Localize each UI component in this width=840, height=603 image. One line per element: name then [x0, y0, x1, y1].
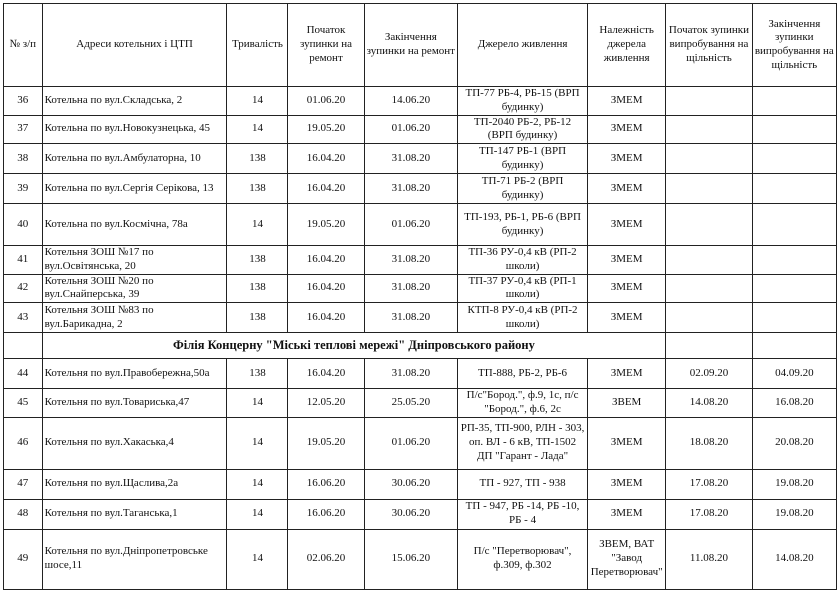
table-row	[4, 174, 837, 204]
row-stop-start: 12.05.20	[288, 389, 364, 418]
section-title: Філія Концерну "Міські теплові мережі" Дніпровського району	[42, 333, 666, 359]
row-test-end: 16.08.20	[752, 389, 836, 418]
header-source: Джерело живлення	[458, 4, 588, 87]
row-source: ТП-193, РБ-1, РБ-6 (ВРП будинку)	[458, 204, 588, 246]
row-owner: ЗМЕМ	[588, 274, 666, 303]
row-test-start: 17.08.20	[666, 469, 752, 499]
header-test-end: Закінчення зупинки випробування на щільність	[752, 4, 836, 87]
section-spacer-test-start	[666, 333, 752, 359]
row-test-end	[752, 144, 836, 174]
row-stop-end: 25.05.20	[364, 389, 457, 418]
row-owner: ЗМЕМ	[588, 499, 666, 529]
row-test-start: 02.09.20	[666, 359, 752, 389]
row-test-end: 14.08.20	[752, 529, 836, 589]
row-test-start	[666, 144, 752, 174]
row-number: 47	[4, 469, 43, 499]
row-source: ТП-37 РУ-0,4 кВ (РП-1 школи)	[458, 274, 588, 303]
header-owner: Належність джерела живлення	[588, 4, 666, 87]
row-address: Котельня по вул.Щаслива,2а	[42, 469, 227, 499]
row-owner: ЗМЕМ	[588, 246, 666, 275]
row-duration: 14	[227, 204, 288, 246]
row-owner: ЗМЕМ	[588, 87, 666, 116]
row-address: Котельня ЗОШ №83 по вул.Барикадна, 2	[42, 303, 227, 333]
row-test-start	[666, 115, 752, 144]
row-source: П/с"Бород.", ф.9, 1с, п/с "Бород.", ф.6, 2с	[458, 389, 588, 418]
table-row	[4, 303, 837, 333]
row-address: Котельна по вул.Складська, 2	[42, 87, 227, 116]
row-stop-start: 01.06.20	[288, 87, 364, 116]
row-duration: 138	[227, 274, 288, 303]
table-row	[4, 144, 837, 174]
table-row	[4, 417, 837, 469]
row-stop-start: 16.04.20	[288, 144, 364, 174]
table-row	[4, 389, 837, 418]
row-source: ТП-71 РБ-2 (ВРП будинку)	[458, 174, 588, 204]
row-test-end	[752, 246, 836, 275]
row-owner: ЗМЕМ	[588, 174, 666, 204]
table-row	[4, 529, 837, 589]
row-source: ТП-77 РБ-4, РБ-15 (ВРП будинку)	[458, 87, 588, 116]
row-duration: 14	[227, 115, 288, 144]
row-stop-end: 01.06.20	[364, 417, 457, 469]
header-num: № з/п	[4, 4, 43, 87]
row-number: 39	[4, 174, 43, 204]
row-source: ТП-36 РУ-0,4 кВ (РП-2 школи)	[458, 246, 588, 275]
header-row	[4, 4, 837, 87]
table-row	[4, 87, 837, 116]
row-test-start: 18.08.20	[666, 417, 752, 469]
row-test-end: 20.08.20	[752, 417, 836, 469]
table-row	[4, 469, 837, 499]
row-duration: 138	[227, 174, 288, 204]
row-source: ТП-888, РБ-2, РБ-6	[458, 359, 588, 389]
row-stop-start: 02.06.20	[288, 529, 364, 589]
row-test-end	[752, 204, 836, 246]
row-test-end: 19.08.20	[752, 469, 836, 499]
header-duration: Тривалість	[227, 4, 288, 87]
row-test-start	[666, 174, 752, 204]
row-test-end	[752, 174, 836, 204]
table-row	[4, 499, 837, 529]
row-source: П/с "Перетворювач", ф.309, ф.302	[458, 529, 588, 589]
row-number: 49	[4, 529, 43, 589]
header-address: Адреси котельних і ЦТП	[42, 4, 227, 87]
row-source: ТП - 947, РБ -14, РБ -10, РБ - 4	[458, 499, 588, 529]
row-test-end	[752, 274, 836, 303]
row-source: ТП-147 РБ-1 (ВРП будинку)	[458, 144, 588, 174]
row-stop-end: 01.06.20	[364, 115, 457, 144]
row-owner: ЗМЕМ	[588, 204, 666, 246]
row-stop-end: 31.08.20	[364, 144, 457, 174]
row-number: 44	[4, 359, 43, 389]
row-address: Котельня ЗОШ №17 по вул.Освітянська, 20	[42, 246, 227, 275]
row-duration: 14	[227, 389, 288, 418]
header-test-start: Початок зупинки випробування на щільність	[666, 4, 752, 87]
row-stop-end: 15.06.20	[364, 529, 457, 589]
table-body-a	[4, 87, 837, 333]
row-duration: 14	[227, 529, 288, 589]
row-number: 46	[4, 417, 43, 469]
row-duration: 14	[227, 469, 288, 499]
row-owner: ЗМЕМ	[588, 144, 666, 174]
table-row	[4, 359, 837, 389]
row-stop-start: 16.04.20	[288, 246, 364, 275]
row-owner: ЗМЕМ	[588, 417, 666, 469]
row-address: Котельна по вул.Амбулаторна, 10	[42, 144, 227, 174]
row-address: Котельна по вул.Космічна, 78а	[42, 204, 227, 246]
row-stop-end: 31.08.20	[364, 303, 457, 333]
header-stop-start: Початок зупинки на ремонт	[288, 4, 364, 87]
row-duration: 138	[227, 246, 288, 275]
row-stop-end: 30.06.20	[364, 499, 457, 529]
section-spacer-test-end	[752, 333, 836, 359]
table-row	[4, 246, 837, 275]
row-test-start: 11.08.20	[666, 529, 752, 589]
row-source: КТП-8 РУ-0,4 кВ (РП-2 школи)	[458, 303, 588, 333]
row-owner: ЗМЕМ	[588, 115, 666, 144]
repair-schedule-table	[3, 3, 837, 590]
row-stop-end: 01.06.20	[364, 204, 457, 246]
row-address: Котельня по вул.Таганська,1	[42, 499, 227, 529]
section-spacer	[4, 333, 43, 359]
row-duration: 14	[227, 499, 288, 529]
table-row	[4, 204, 837, 246]
row-test-start	[666, 204, 752, 246]
row-owner: ЗМЕМ	[588, 469, 666, 499]
header-stop-end: Закінчення зупинки на ремонт	[364, 4, 457, 87]
row-address: Котельня по вул.Товариська,47	[42, 389, 227, 418]
row-number: 43	[4, 303, 43, 333]
row-test-end	[752, 303, 836, 333]
row-address: Котельня по вул.Правобережна,50а	[42, 359, 227, 389]
row-address: Котельна по вул.Сергія Серікова, 13	[42, 174, 227, 204]
row-address: Котельня ЗОШ №20 по вул.Снайперська, 39	[42, 274, 227, 303]
row-test-start	[666, 246, 752, 275]
row-duration: 138	[227, 144, 288, 174]
row-stop-end: 31.08.20	[364, 246, 457, 275]
row-number: 38	[4, 144, 43, 174]
row-number: 48	[4, 499, 43, 529]
row-duration: 14	[227, 87, 288, 116]
row-stop-start: 16.04.20	[288, 303, 364, 333]
row-stop-end: 14.06.20	[364, 87, 457, 116]
row-duration: 14	[227, 417, 288, 469]
row-address: Котельна по вул.Новокузнецька, 45	[42, 115, 227, 144]
row-owner: ЗВЕМ	[588, 389, 666, 418]
row-owner: ЗМЕМ	[588, 303, 666, 333]
row-test-start	[666, 274, 752, 303]
row-stop-start: 16.06.20	[288, 469, 364, 499]
row-number: 45	[4, 389, 43, 418]
row-test-end	[752, 87, 836, 116]
row-number: 40	[4, 204, 43, 246]
row-duration: 138	[227, 359, 288, 389]
table-row	[4, 274, 837, 303]
row-test-end: 04.09.20	[752, 359, 836, 389]
row-stop-end: 30.06.20	[364, 469, 457, 499]
row-test-start	[666, 87, 752, 116]
row-owner: ЗМЕМ	[588, 359, 666, 389]
row-source: ТП - 927, ТП - 938	[458, 469, 588, 499]
row-stop-start: 16.04.20	[288, 174, 364, 204]
table-body-b	[4, 359, 837, 590]
row-stop-start: 16.04.20	[288, 274, 364, 303]
row-test-end	[752, 115, 836, 144]
row-number: 36	[4, 87, 43, 116]
row-stop-start: 19.05.20	[288, 115, 364, 144]
row-stop-start: 16.04.20	[288, 359, 364, 389]
row-source: РП-35, ТП-900, РЛН - 303, оп. ВЛ - 6 кВ, ТП-1502 ДП "Гарант - Лада"	[458, 417, 588, 469]
row-address: Котельня по вул.Дніпропетровське шосе,11	[42, 529, 227, 589]
table-row	[4, 115, 837, 144]
row-stop-start: 19.05.20	[288, 417, 364, 469]
row-test-start	[666, 303, 752, 333]
row-source: ТП-2040 РБ-2, РБ-12 (ВРП будинку)	[458, 115, 588, 144]
row-address: Котельня по вул.Хакаська,4	[42, 417, 227, 469]
row-stop-end: 31.08.20	[364, 359, 457, 389]
row-test-start: 17.08.20	[666, 499, 752, 529]
row-stop-end: 31.08.20	[364, 274, 457, 303]
row-number: 37	[4, 115, 43, 144]
row-number: 41	[4, 246, 43, 275]
row-owner: ЗВЕМ, ВАТ "Завод Перетворювач"	[588, 529, 666, 589]
section-row	[4, 333, 837, 359]
row-stop-end: 31.08.20	[364, 174, 457, 204]
row-stop-start: 19.05.20	[288, 204, 364, 246]
row-stop-start: 16.06.20	[288, 499, 364, 529]
row-test-end: 19.08.20	[752, 499, 836, 529]
row-test-start: 14.08.20	[666, 389, 752, 418]
row-duration: 138	[227, 303, 288, 333]
row-number: 42	[4, 274, 43, 303]
